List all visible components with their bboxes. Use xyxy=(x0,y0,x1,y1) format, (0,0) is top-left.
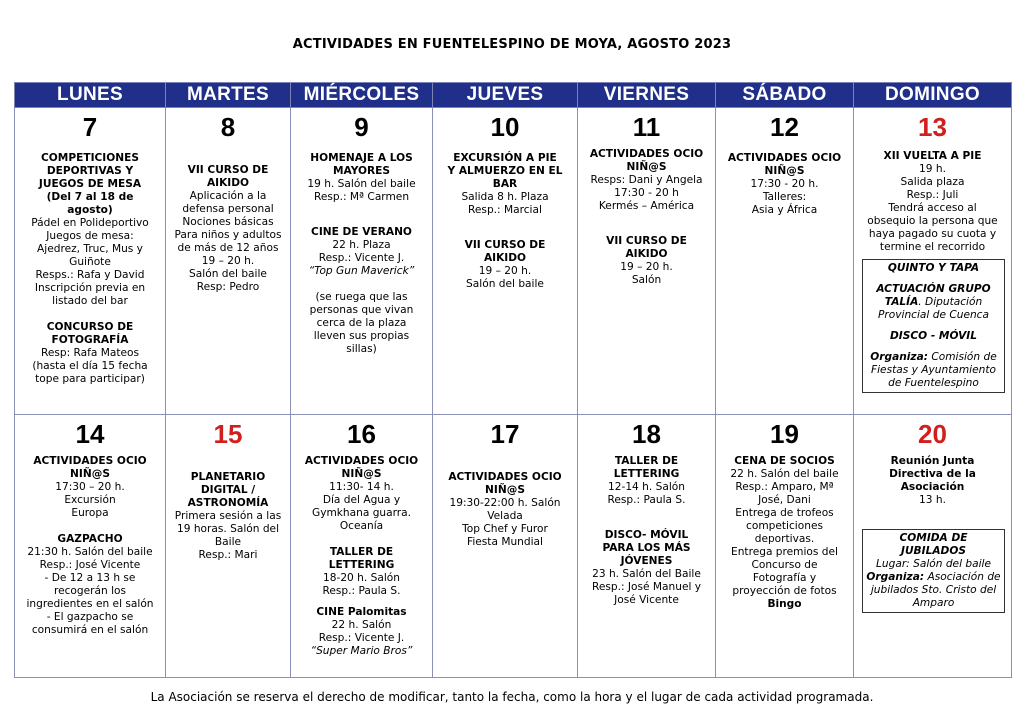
event-detail: Comisión de xyxy=(927,351,997,363)
event-detail: Resp.: Mari xyxy=(198,549,258,561)
event-title: ACTIVIDADES OCIO xyxy=(33,455,147,467)
event-title: ACTUACIÓN GRUPO xyxy=(876,283,991,295)
event-detail: haya pagado su cuota y xyxy=(868,228,997,240)
event-dates: (Del 7 al 18 de xyxy=(46,191,134,203)
event-title: TALÍA xyxy=(884,296,919,308)
event-title: MAYORES xyxy=(332,165,391,177)
event-title: BAR xyxy=(492,178,518,190)
event-detail: Resp.: Vicente J. xyxy=(318,632,405,644)
event-detail: Resp.: José Vicente xyxy=(39,559,141,571)
event-title: COMPETICIONES xyxy=(41,152,139,164)
event-title: LETTERING xyxy=(328,559,395,571)
event-detail: 19:30-22:00 h. Salón xyxy=(449,497,561,509)
event-detail: 19 h. Salón del baile xyxy=(307,178,416,190)
event-detail: tope para participar) xyxy=(35,373,145,385)
event-detail: 11:30- 14 h. xyxy=(329,481,394,493)
event-detail: 17:30 - 20 h. xyxy=(750,178,819,190)
event-title: VII CURSO DE xyxy=(187,164,269,176)
weekday-header: DOMINGO xyxy=(854,83,1012,108)
weekday-header: LUNES xyxy=(15,83,166,108)
day-content xyxy=(291,152,432,356)
event-title: NIÑ@S xyxy=(485,484,525,496)
event-title: AIKIDO xyxy=(206,177,250,189)
event-title: Y ALMUERZO EN EL xyxy=(447,165,563,177)
day-number: 15 xyxy=(213,419,243,449)
event-detail: Resps.: Rafa y David xyxy=(35,269,145,281)
event-detail: Europa xyxy=(71,507,109,519)
event-detail: Top Chef y Furor xyxy=(462,523,548,535)
day-content xyxy=(578,148,715,287)
event-title: HOMENAJE A LOS xyxy=(310,152,413,164)
event-detail: Resp.: Paula S. xyxy=(322,585,401,597)
event-title: Bingo xyxy=(767,598,802,610)
event-detail: defensa personal xyxy=(182,203,274,215)
event-title: NIÑ@S xyxy=(626,161,667,173)
day-content xyxy=(291,455,432,658)
event-title: JÓVENES xyxy=(620,555,673,567)
event-title: NIÑ@S xyxy=(70,468,110,480)
event-title: GAZPACHO xyxy=(57,533,123,545)
event-detail: Juegos de mesa: xyxy=(46,230,134,242)
event-detail: Resp.: Juli xyxy=(906,189,959,201)
event-title: DISCO - MÓVIL xyxy=(890,330,977,342)
event-title: CINE Palomitas xyxy=(316,606,407,618)
event-detail: Concurso de xyxy=(751,559,818,571)
day-cell-20 xyxy=(854,415,1012,678)
event-detail: - De 12 a 13 h se xyxy=(44,572,136,584)
day-number: 8 xyxy=(220,112,236,142)
event-title: Asociación xyxy=(900,481,965,493)
day-content xyxy=(15,152,165,386)
weekday-header: MARTES xyxy=(166,83,291,108)
event-title: XII VUELTA A PIE xyxy=(883,150,982,162)
event-title: DISCO- MÓVIL xyxy=(604,529,689,541)
day-content xyxy=(716,455,853,611)
event-detail: Asociación de xyxy=(924,571,1001,583)
event-detail: de Fuentelespino xyxy=(888,377,979,389)
event-detail: Tendrá acceso al xyxy=(888,202,977,214)
event-detail: José Vicente xyxy=(614,594,679,606)
jubilados-box xyxy=(862,529,1005,613)
event-title: JUEGOS DE MESA xyxy=(38,178,142,190)
weekday-header: MIÉRCOLES xyxy=(291,83,433,108)
event-detail: José, Dani xyxy=(758,494,811,506)
page-title: ACTIVIDADES EN FUENTELESPINO DE MOYA, AGOSTO 2023 xyxy=(292,37,732,52)
day-cell-19 xyxy=(716,415,854,678)
day-cell-10 xyxy=(433,108,578,415)
event-detail: Lugar: Salón del baile xyxy=(875,558,992,570)
weekday-header: VIERNES xyxy=(578,83,716,108)
event-detail: Aplicación a la xyxy=(189,190,267,202)
day-content xyxy=(578,455,715,607)
day-number: 20 xyxy=(918,419,947,449)
day-number: 7 xyxy=(82,112,98,142)
event-detail: Velada xyxy=(487,510,523,522)
event-detail: Entrega premios del xyxy=(731,546,838,558)
event-detail: 23 h. Salón del Baile xyxy=(592,568,701,580)
day-content xyxy=(854,150,1011,254)
event-detail: Fiestas y Ayuntamiento xyxy=(871,364,996,376)
week-row xyxy=(15,415,1012,678)
event-detail: 19 – 20 h. xyxy=(201,255,255,267)
event-title: DIGITAL / xyxy=(200,484,256,496)
event-title: PARA LOS MÁS xyxy=(602,542,691,554)
week-row xyxy=(15,108,1012,415)
event-title: CENA DE SOCIOS xyxy=(734,455,835,467)
event-detail: Resp.: Mª Carmen xyxy=(313,191,410,203)
event-detail: consumirá en el salón xyxy=(31,624,149,636)
event-detail: 19 h. xyxy=(919,163,946,175)
day-cell-15 xyxy=(166,415,291,678)
event-title: AIKIDO xyxy=(483,252,527,264)
event-detail: Kermés – América xyxy=(598,200,695,212)
event-detail: Para niños y adultos xyxy=(174,229,282,241)
event-detail: 19 horas. Salón del xyxy=(176,523,280,535)
event-title: ASTRONOMÍA xyxy=(187,497,269,509)
calendar-table xyxy=(14,82,1012,678)
event-detail: competiciones xyxy=(746,520,823,532)
event-detail: Primera sesión a las xyxy=(174,510,282,522)
day-cell-14 xyxy=(15,415,166,678)
event-detail: Resps: Dani y Angela xyxy=(590,174,703,186)
event-title: TALLER DE xyxy=(614,455,679,467)
day-cell-17 xyxy=(433,415,578,678)
day-content xyxy=(166,471,290,562)
event-title: NIÑ@S xyxy=(764,165,805,177)
event-detail: 22 h. Salón xyxy=(331,619,392,631)
event-detail: Salida 8 h. Plaza xyxy=(461,191,549,203)
event-detail: recogerán los xyxy=(53,585,127,597)
event-detail: Asia y África xyxy=(751,204,818,216)
event-detail: listado del bar xyxy=(52,295,128,307)
day-cell-18 xyxy=(578,415,716,678)
footer-note: La Asociación se reserva el derecho de modificar, tanto la fecha, como la hora y el lugar de cada actividad programada. xyxy=(150,690,874,704)
event-title: PLANETARIO xyxy=(190,471,266,483)
event-detail: Resp.: Paula S. xyxy=(607,494,686,506)
movie-title: “Top Gun Maverick” xyxy=(308,265,415,277)
event-detail: Talleres: xyxy=(762,191,807,203)
event-detail: Salón del baile xyxy=(189,268,267,280)
event-title: VII CURSO DE xyxy=(606,235,687,247)
event-detail: Oceanía xyxy=(339,520,384,532)
event-detail: Fiesta Mundial xyxy=(467,536,543,548)
event-title: ACTIVIDADES OCIO xyxy=(448,471,562,483)
event-detail: Fotografía y xyxy=(752,572,817,584)
event-title: LETTERING xyxy=(613,468,680,480)
event-detail: Baile xyxy=(214,536,242,548)
event-detail: Resp: Rafa Mateos xyxy=(40,347,140,359)
event-detail: 22 h. Plaza xyxy=(332,239,391,251)
day-number: 19 xyxy=(770,419,799,449)
day-number: 17 xyxy=(490,419,520,449)
event-detail: sillas) xyxy=(346,343,377,355)
event-title: TALLER DE xyxy=(329,546,394,558)
event-detail: 18-20 h. Salón xyxy=(323,572,400,584)
day-cell-8 xyxy=(166,108,291,415)
event-detail: Pádel en Polideportivo xyxy=(31,217,149,229)
organizer-label: Organiza: xyxy=(866,571,925,583)
event-title: ACTIVIDADES OCIO xyxy=(304,455,419,467)
day-number: 14 xyxy=(75,419,105,449)
event-detail: 19 – 20 h. xyxy=(478,265,532,277)
event-title: NIÑ@S xyxy=(341,468,382,480)
event-detail: . Diputación xyxy=(918,296,983,308)
day-content xyxy=(854,455,1011,507)
event-detail: Resp: Pedro xyxy=(196,281,260,293)
day-number: 11 xyxy=(632,112,661,142)
event-title: DEPORTIVAS Y xyxy=(46,165,134,177)
event-detail: Salón xyxy=(631,274,662,286)
event-title: VII CURSO DE xyxy=(464,239,546,251)
event-detail: de más de 12 años xyxy=(177,242,279,254)
event-detail: Resp.: Vicente J. xyxy=(318,252,405,264)
event-detail: 13 h. xyxy=(919,494,946,506)
event-title: QUINTO Y TAPA xyxy=(887,262,980,274)
event-detail: cerca de la plaza xyxy=(316,317,407,329)
event-detail: - El gazpacho se xyxy=(46,611,134,623)
event-detail: 21:30 h. Salón del baile xyxy=(27,546,153,558)
day-number: 16 xyxy=(347,419,376,449)
event-detail: Ajedrez, Truc, Mus y xyxy=(37,243,143,255)
organizer-label: Organiza: xyxy=(870,351,928,363)
event-detail: Resp.: Amparo, Mª xyxy=(735,481,834,493)
event-dates: agosto) xyxy=(67,204,113,216)
day-cell-9 xyxy=(291,108,433,415)
weekday-header: SÁBADO xyxy=(716,83,854,108)
event-detail: 17:30 – 20 h. xyxy=(55,481,125,493)
event-title: CINE DE VERANO xyxy=(311,226,412,238)
event-detail: Resp.: Marcial xyxy=(468,204,542,216)
event-detail: lleven sus propias xyxy=(313,330,410,342)
event-title: AIKIDO xyxy=(625,248,668,260)
event-detail: Salón del baile xyxy=(466,278,544,290)
event-title: JUBILADOS xyxy=(901,545,966,557)
event-detail: jubilados Sto. Cristo del xyxy=(870,584,997,596)
event-title: Directiva de la xyxy=(889,468,976,480)
weekday-header-row xyxy=(15,83,1012,108)
day-number: 10 xyxy=(490,112,520,142)
event-detail: 22 h. Salón del baile xyxy=(730,468,839,480)
event-title: EXCURSIÓN A PIE xyxy=(453,152,557,164)
event-title: CONCURSO DE xyxy=(46,321,134,333)
day-number: 18 xyxy=(632,419,661,449)
day-content xyxy=(15,455,165,637)
day-cell-16 xyxy=(291,415,433,678)
event-detail: Guiñote xyxy=(69,256,111,268)
event-detail: termine el recorrido xyxy=(879,241,986,253)
day-content xyxy=(433,471,577,549)
weekday-header: JUEVES xyxy=(433,83,578,108)
day-number: 9 xyxy=(354,112,369,142)
day-cell-7 xyxy=(15,108,166,415)
fiesta-box xyxy=(862,259,1005,393)
event-title: COMIDA DE xyxy=(899,532,968,544)
event-detail: personas que vivan xyxy=(309,304,414,316)
day-number: 12 xyxy=(770,112,799,142)
day-content xyxy=(716,152,853,217)
day-cell-11 xyxy=(578,108,716,415)
event-title: FOTOGRAFÍA xyxy=(51,334,129,346)
day-cell-13 xyxy=(854,108,1012,415)
day-number: 13 xyxy=(918,112,947,142)
day-content xyxy=(166,164,290,294)
event-detail: 12-14 h. Salón xyxy=(608,481,685,493)
event-detail: Nociones básicas xyxy=(182,216,274,228)
event-detail: 17:30 - 20 h xyxy=(614,187,679,199)
event-detail: Gymkhana guarra. xyxy=(311,507,412,519)
day-cell-12 xyxy=(716,108,854,415)
event-detail: Provincial de Cuenca xyxy=(878,309,989,321)
day-content xyxy=(433,152,577,291)
event-detail: proyección de fotos xyxy=(732,585,837,597)
event-detail: Inscripción previa en xyxy=(34,282,146,294)
event-detail: (hasta el día 15 fecha xyxy=(32,360,148,372)
event-detail: deportivas. xyxy=(754,533,815,545)
event-detail: Amparo xyxy=(912,597,955,609)
event-detail: (se ruega que las xyxy=(315,291,408,303)
event-title: ACTIVIDADES OCIO xyxy=(589,148,704,160)
event-detail: ingredientes en el salón xyxy=(26,598,154,610)
event-detail: Excursión xyxy=(64,494,116,506)
event-detail: 19 – 20 h. xyxy=(620,261,673,273)
event-title: Reunión Junta xyxy=(890,455,975,467)
event-detail: obsequio la persona que xyxy=(867,215,998,227)
event-detail: Salida plaza xyxy=(900,176,965,188)
event-detail: Entrega de trofeos xyxy=(735,507,834,519)
event-title: ACTIVIDADES OCIO xyxy=(727,152,842,164)
event-detail: Día del Agua y xyxy=(322,494,401,506)
event-detail: Resp.: José Manuel y xyxy=(591,581,702,593)
movie-title: “Super Mario Bros” xyxy=(310,645,413,657)
